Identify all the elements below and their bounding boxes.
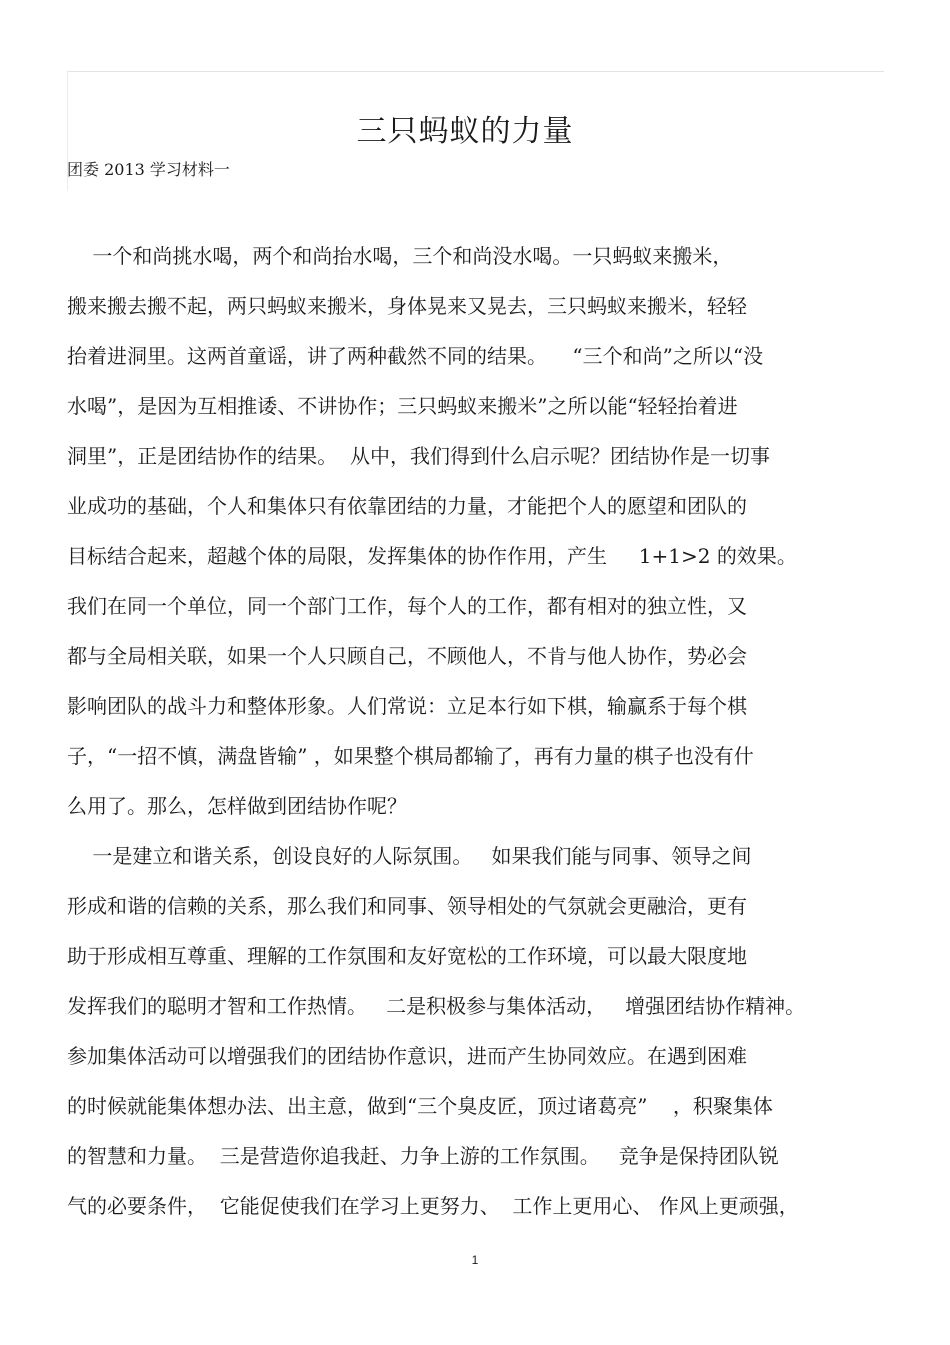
body-line: 影响团队的战斗力和整体形象。人们常说：立足本行如下棋，输赢系于每个棋 [67,694,747,718]
body-line: 洞里”，正是团结协作的结果。 从中，我们得到什么启示呢？团结协作是一切事 [67,444,770,468]
body-line: 一个和尚挑水喝，两个和尚抬水喝，三个和尚没水喝。一只蚂蚁来搬米， [67,244,733,268]
body-line: 水喝”，是因为互相推诿、不讲协作；三只蚂蚁来搬米”之所以能“轻轻抬着进 [67,394,738,418]
body-line: 一是建立和谐关系，创设良好的人际氛围。 如果我们能与同事、领导之间 [67,844,752,868]
body-line: 业成功的基础，个人和集体只有依靠团结的力量，才能把个人的愿望和团队的 [67,494,747,518]
document-subtitle: 团委 2013 学习材料一 [67,160,230,179]
body-line: 助于形成相互尊重、理解的工作氛围和友好宽松的工作环境，可以最大限度地 [67,944,747,968]
body-line: 子，“一招不慎，满盘皆输” ，如果整个棋局都输了，再有力量的棋子也没有什 [67,744,754,768]
page-number: 1 [471,1253,479,1267]
body-line: 的时候就能集体想办法、出主意，做到“三个臭皮匠，顶过诸葛亮” ，积聚集体 [67,1094,773,1118]
body-line: 形成和谐的信赖的关系，那么我们和同事、领导相处的气氛就会更融洽，更有 [67,894,747,918]
body-line: 参加集体活动可以增强我们的团结协作意识，进而产生协同效应。在遇到困难 [67,1044,747,1068]
body-line: 我们在同一个单位，同一个部门工作，每个人的工作，都有相对的独立性，又 [67,594,747,618]
page-top-rule [67,71,884,72]
body-line: 气的必要条件， 它能促使我们在学习上更努力、 工作上更用心、 作风上更顽强， [67,1194,799,1218]
body-line: 抬着进洞里。这两首童谣，讲了两种截然不同的结果。 “三个和尚”之所以“没 [67,344,764,368]
body-line: 都与全局相关联，如果一个人只顾自己，不顾他人，不肯与他人协作，势必会 [67,644,747,668]
body-line: 目标结合起来，超越个体的局限，发挥集体的协作作用，产生 1+1>2 的效果。 [67,544,797,568]
body-line: 么用了。那么，怎样做到团结协作呢？ [67,794,407,818]
body-line: 的智慧和力量。 三是营造你追我赶、力争上游的工作氛围。 竞争是保持团队锐 [67,1144,779,1168]
body-line: 发挥我们的聪明才智和工作热情。 二是积极参与集体活动， 增强团结协作精神。 [67,994,806,1018]
body-line: 搬来搬去搬不起，两只蚂蚁来搬米，身体晃来又晃去，三只蚂蚁来搬米，轻轻 [67,294,747,318]
document-title: 三只蚂蚁的力量 [356,114,574,149]
